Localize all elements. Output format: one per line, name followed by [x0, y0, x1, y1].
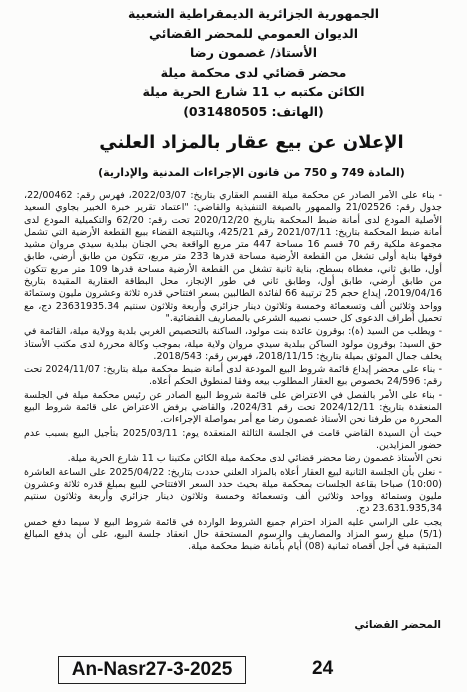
page-number: 24	[312, 658, 334, 679]
header-line-office: الديوان العمومي للمحضر القضائي	[149, 25, 358, 41]
paragraph-postponement: حيث أن السيدة القاضي قامت في الجلسة الثالثة المنعقدة يوم: 2025/03/11 بتأجيل البيع بسبب عدم حضور المزايدين.	[24, 427, 442, 451]
paragraph-conditions-filing: - بناء على محضر إيداع قائمة شروط البيع المودعة لدى أمانة ضبط محكمة ميلة بتاريخ: 2024/11/07 تحت رقم: 24/596 بخصوص بيع العقار المطلوب بيعه وفقا لمنطوق الحكم أعلاه.	[24, 364, 442, 388]
header-line-phone: (الهاتف: 031480505)	[183, 103, 324, 119]
header-line-bailiff-court: محضر قضائي لدى محكمة ميلة	[160, 64, 347, 80]
paragraph-auction-announcement: - نعلن بأن الجلسة الثانية لبيع العقار أعلاه بالمزاد العلني حددت بتاريخ: 2025/04/22 على الساعة العاشرة (10:00) صباحا بقاعة الجلسات بمحكمة ميلة بحيث حدد السعر الافتتاحي للبيع بمبلغ قدره ثلاثة وعشرون مليون وستمائة وواحد وثلاثين ألف وتسعمائة وخمسة وثلاثون دينار جزائري وأربعة وثلاثون سنتيم 23.631.935,34 دج.	[24, 466, 442, 515]
header-line-address: الكائن مكتبه ب 11 شارع الحرية ميلة	[142, 84, 365, 100]
signature-label: المحضر القضائي	[354, 619, 441, 631]
newspaper-edition-label: An-Nasr27-3-2025	[58, 656, 246, 684]
paragraph-requesting-party: - ويطلب من السيد (ة): بوقرون عائدة بنت مولود، الساكنة بالتحصيص الغربي بلدية وولاية ميلة، القائمة في حق السيد: بوقرون مولود الساكن ببلدية سيدي مروان ولاية ميلة، بموجب وكالة محررة لدى مكتب الأستاذ يخلف جمال الموثق بميلة بتاريخ: 2018/11/15، فهرس رقم: 2018/543.	[24, 326, 442, 362]
notice-header	[40, 4, 467, 122]
paragraph-court-order: - بناء على الأمر الصادر عن محكمة ميلة القسم العقاري بتاريخ: 2022/03/07، فهرس رقم: 22/00462، جدول رقم: 21/02526 والممهور بالصيغة التنفيذية والقاضي: "اعتماد تقرير خبرة الخبير بجاوي السعيد الأصلية المودع لدى أمانة ضبط المحكمة بتاريخ 2020/12/20 تحت رقم: 62/20 والتكميلية المودع لدى أمانة ضبط المحكمة بتاريخ: 2021/07/11 رقم 425/21، وبالنتيجة القضاء ببيع القطعة الأرضية التي تشمل مجموعة ملكية رقم 70 قسم 16 مساحة 447 متر مربع الواقعة بحي الجنان ببلدية سيدي مروان مشيد فوقها بناية أولى تشغل من القطعة الأرضية مساحة قدرها 233 متر مربع، تتكون من طابق أرضي، طابق أول، طابق ثاني، مغطاة بسطح، بناية ثانية تشغل من القطعة الأرضية مساحة قدرها 109 متر مربع تتكون من طابق أرضي، طابق أول، وطابق ثاني في طور الإنجاز، محل البطاقة العقارية المقيدة بتاريخ 2019/04/16، إيداع حجم 25 ترتيبة 66 لفائدة الطالبين بسعر افتتاحي قدره ثلاثة وعشرون مليون وستمائة وواحد وثلاثين ألف وتسعمائة وخمسة وثلاثون دينار جزائري وأربعة وثلاثون سنتيم 23631935.34 دج، مع تحميل أطراف الدعوى كل حسب نصيبه الشرعي بالمصاريف القضائية."	[24, 190, 442, 324]
paragraph-bailiff-intro: نحن الأستاذ غصمون رضا محضر قضائي لدى محكمة ميلة الكائن مكتبنا ب 11 شارع الحرية ميلة.	[67, 453, 442, 465]
notice-body	[24, 190, 442, 614]
header-line-bailiff-name: الأستاذ/ غصمون رضا	[189, 45, 318, 61]
paragraph-buyer-obligations: يجب على الراسي عليه المزاد احترام جميع الشروط الواردة في قائمة شروط البيع لا سيما دفع خمس (5/1) مبلغ رسو المزاد والمصاريف والرسوم المستحقة حال انعقاد جلسة البيع، على أن يدفع المبالغ المتبقية في أجل أقصاه ثمانية (08) أيام بأمانة ضبط محكمة ميلة.	[24, 516, 442, 553]
legal-reference: (المادة 749 و 750 من قانون الإجراءات المدنية والإدارية)	[98, 166, 405, 179]
header-line-country: الجمهورية الجزائرية الديمقراطية الشعبية	[127, 6, 380, 21]
paragraph-objection-ruling: - بناء على الأمر بالفصل في الاعتراض على قائمة شروط البيع الصادر عن رئيس محكمة ميلة في الجلسة المنعقدة بتاريخ: 2024/12/11 تحت رقم 2024/31، والقاضي برفض الاعتراض على قائمة شروط البيع المحررة من طرفنا نحن الأستاذ غصمون رضا مع أمر بمواصلة الإجراءات.	[24, 389, 442, 426]
notice-title: الإعلان عن بيع عقار بالمزاد العلني	[99, 132, 404, 153]
